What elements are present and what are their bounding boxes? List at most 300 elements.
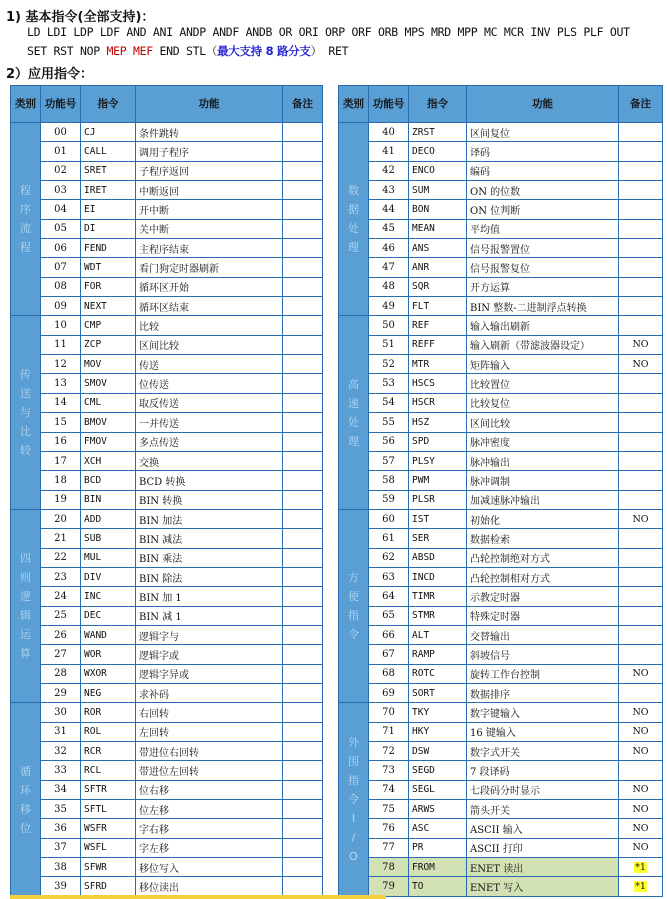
table-row <box>339 858 663 877</box>
table-row <box>339 413 663 432</box>
cell-fn: 交换 <box>136 451 283 470</box>
cell-note <box>283 123 323 142</box>
cell-ins: NEXT <box>81 297 136 316</box>
cell-fn: 关中断 <box>136 219 283 238</box>
cell-num: 58 <box>369 471 409 490</box>
table-row <box>11 181 323 200</box>
cell-note <box>619 200 663 219</box>
cell-ins: DI <box>81 219 136 238</box>
cell-note <box>283 393 323 412</box>
cell-note <box>283 529 323 548</box>
cell-note: NO <box>619 819 663 838</box>
cell-num: 51 <box>369 335 409 354</box>
category-char: 送 <box>20 387 31 401</box>
cell-fn: 平均值 <box>467 219 619 238</box>
highlight-underline <box>10 895 386 899</box>
cell-fn: 位左移 <box>136 800 283 819</box>
note-highlight: *1 <box>635 861 646 873</box>
cell-num: 08 <box>41 277 81 296</box>
cell-note <box>283 548 323 567</box>
cell-ins: ASC <box>409 819 467 838</box>
basic-instructions-line1: LD LDI LDP LDF AND ANI ANDP ANDF ANDB OR ORI ORP ORF ORB MPS MRD MPP MC MCR INV PLS PLF OUT <box>27 25 630 39</box>
cell-ins: TKY <box>409 703 467 722</box>
table-row <box>339 548 663 567</box>
cell-ins: FMOV <box>81 432 136 451</box>
table-row <box>11 297 323 316</box>
cell-fn: 逻辑字或 <box>136 645 283 664</box>
table-row <box>11 587 323 606</box>
cell-note <box>283 142 323 161</box>
cell-ins: SPD <box>409 432 467 451</box>
cell-num: 18 <box>41 471 81 490</box>
cell-fn: 移位写入 <box>136 858 283 877</box>
cell-num: 62 <box>369 548 409 567</box>
cell-note <box>619 490 663 509</box>
cell-num: 75 <box>369 800 409 819</box>
cell-num: 34 <box>41 780 81 799</box>
cell-note: NO <box>619 780 663 799</box>
cell-note <box>619 297 663 316</box>
cell-note <box>283 277 323 296</box>
cell-fn: 条件跳转 <box>136 123 283 142</box>
table-row <box>11 742 323 761</box>
table-row <box>339 374 663 393</box>
header-code: 功能号 <box>41 86 81 123</box>
category-char: 则 <box>20 571 31 585</box>
cell-fn: 矩阵输入 <box>467 355 619 374</box>
category-char: O <box>349 850 358 864</box>
cell-num: 74 <box>369 780 409 799</box>
category-char: 令 <box>348 793 359 807</box>
cell-num: 52 <box>369 355 409 374</box>
cell-note <box>619 567 663 586</box>
cell-ins: BMOV <box>81 413 136 432</box>
category-char: 处 <box>348 415 359 429</box>
table-row <box>339 587 663 606</box>
cell-ins: TO <box>409 877 467 896</box>
cell-note <box>283 200 323 219</box>
cell-ins: WOR <box>81 645 136 664</box>
table-row <box>339 471 663 490</box>
cell-num: 35 <box>41 800 81 819</box>
cell-fn: 区间复位 <box>467 123 619 142</box>
cell-num: 56 <box>369 432 409 451</box>
category-char: 运 <box>20 628 31 642</box>
cell-num: 46 <box>369 239 409 258</box>
table-row <box>11 877 323 896</box>
cell-fn: 旋转工作台控制 <box>467 664 619 683</box>
cell-ins: SEGD <box>409 761 467 780</box>
cell-ins: HKY <box>409 722 467 741</box>
cell-fn: 斜坡信号 <box>467 645 619 664</box>
cell-fn: 七段码分时显示 <box>467 780 619 799</box>
cell-ins: CALL <box>81 142 136 161</box>
cell-ins: SORT <box>409 683 467 702</box>
cell-ins: WSFL <box>81 838 136 857</box>
cell-ins: HSCR <box>409 393 467 412</box>
category-char: 移 <box>20 802 31 816</box>
cell-fn: 脉冲输出 <box>467 451 619 470</box>
cell-ins: ANR <box>409 258 467 277</box>
table-row <box>11 819 323 838</box>
cell-num: 50 <box>369 316 409 335</box>
table-row <box>339 123 663 142</box>
cell-note <box>619 858 663 877</box>
cell-fn: 交替输出 <box>467 625 619 644</box>
cell-ins: NEG <box>81 683 136 702</box>
category-cell <box>339 703 369 896</box>
header-note: 备注 <box>283 86 323 123</box>
cell-num: 73 <box>369 761 409 780</box>
table-row <box>339 683 663 702</box>
header-note: 备注 <box>619 86 663 123</box>
table-row <box>339 277 663 296</box>
table-row <box>11 683 323 702</box>
cell-num: 53 <box>369 374 409 393</box>
cell-fn: BIN 加法 <box>136 509 283 528</box>
cell-fn: ENET 读出 <box>467 858 619 877</box>
category-char: 外 <box>348 736 359 750</box>
section2-title: 2）应用指令： <box>6 67 94 82</box>
cell-ins: HSZ <box>409 413 467 432</box>
table-row <box>11 258 323 277</box>
category-char: 较 <box>20 444 31 458</box>
cell-ins: FROM <box>409 858 467 877</box>
category-char: 据 <box>348 203 359 217</box>
cell-ins: REFF <box>409 335 467 354</box>
cell-num: 66 <box>369 625 409 644</box>
line2-part-c: ） RET <box>310 44 349 58</box>
category-cell <box>339 123 369 316</box>
cell-fn: 字左移 <box>136 838 283 857</box>
category-char: 理 <box>348 434 359 448</box>
cell-num: 67 <box>369 645 409 664</box>
cell-ins: SFTR <box>81 780 136 799</box>
cell-note <box>619 625 663 644</box>
line2-red-part: MEP MEF <box>106 44 153 58</box>
cell-note <box>283 606 323 625</box>
cell-note <box>619 548 663 567</box>
table-row <box>339 838 663 857</box>
cell-ins: ZRST <box>409 123 467 142</box>
cell-fn: 加减速脉冲输出 <box>467 490 619 509</box>
cell-note <box>283 722 323 741</box>
cell-fn: 开中断 <box>136 200 283 219</box>
cell-ins: RCR <box>81 742 136 761</box>
cell-num: 68 <box>369 664 409 683</box>
cell-note <box>283 432 323 451</box>
cell-num: 24 <box>41 587 81 606</box>
cell-fn: 位右移 <box>136 780 283 799</box>
cell-ins: ADD <box>81 509 136 528</box>
cell-fn: 位传送 <box>136 374 283 393</box>
cell-ins: PLSY <box>409 451 467 470</box>
cell-fn: BIN 减法 <box>136 529 283 548</box>
table-row <box>339 239 663 258</box>
cell-num: 76 <box>369 819 409 838</box>
table-row <box>339 393 663 412</box>
cell-fn: 开方运算 <box>467 277 619 296</box>
category-char: 围 <box>348 755 359 769</box>
cell-fn: 调用子程序 <box>136 142 283 161</box>
cell-note <box>619 219 663 238</box>
table-row <box>11 490 323 509</box>
cell-num: 17 <box>41 451 81 470</box>
cell-fn: 子程序返回 <box>136 161 283 180</box>
cell-ins: INC <box>81 587 136 606</box>
category-char: 流 <box>20 222 31 236</box>
category-char: 数 <box>348 184 359 198</box>
note-highlight: *1 <box>635 881 646 893</box>
table-row <box>11 606 323 625</box>
cell-ins: PLSR <box>409 490 467 509</box>
category-cell <box>339 316 369 509</box>
table-row <box>339 819 663 838</box>
cell-num: 11 <box>41 335 81 354</box>
cell-num: 15 <box>41 413 81 432</box>
category-cell <box>11 509 41 702</box>
cell-ins: WSFR <box>81 819 136 838</box>
cell-ins: HSCS <box>409 374 467 393</box>
cell-fn: 区间比较 <box>467 413 619 432</box>
table-row <box>339 258 663 277</box>
instruction-table-right <box>338 85 663 897</box>
header-category: 类别 <box>339 86 369 123</box>
table-row <box>339 606 663 625</box>
cell-fn: BIN 除法 <box>136 567 283 586</box>
cell-fn: 取反传送 <box>136 393 283 412</box>
header-category: 类别 <box>11 86 41 123</box>
cell-note <box>283 838 323 857</box>
cell-ins: ROL <box>81 722 136 741</box>
table-row <box>339 142 663 161</box>
cell-fn: ON 位判断 <box>467 200 619 219</box>
cell-fn: BIN 整数-二进制浮点转换 <box>467 297 619 316</box>
table-row <box>339 490 663 509</box>
table-row <box>11 219 323 238</box>
cell-ins: FLT <box>409 297 467 316</box>
cell-num: 64 <box>369 587 409 606</box>
cell-ins: RAMP <box>409 645 467 664</box>
cell-ins: SMOV <box>81 374 136 393</box>
cell-ins: ROTC <box>409 664 467 683</box>
cell-note <box>283 161 323 180</box>
cell-note <box>283 490 323 509</box>
cell-num: 23 <box>41 567 81 586</box>
table-row <box>339 509 663 528</box>
table-row <box>11 645 323 664</box>
cell-num: 22 <box>41 548 81 567</box>
cell-note <box>619 277 663 296</box>
table-row <box>339 722 663 741</box>
header-instr: 指令 <box>409 86 467 123</box>
table-row <box>11 800 323 819</box>
table-row <box>11 432 323 451</box>
cell-num: 63 <box>369 567 409 586</box>
cell-num: 33 <box>41 761 81 780</box>
cell-ins: SQR <box>409 277 467 296</box>
cell-fn: ON 的位数 <box>467 181 619 200</box>
cell-num: 30 <box>41 703 81 722</box>
cell-note <box>619 316 663 335</box>
cell-num: 27 <box>41 645 81 664</box>
cell-note <box>283 181 323 200</box>
cell-num: 72 <box>369 742 409 761</box>
cell-ins: SFRD <box>81 877 136 896</box>
cell-ins: FEND <box>81 239 136 258</box>
cell-note <box>283 858 323 877</box>
cell-ins: BIN <box>81 490 136 509</box>
cell-note <box>619 683 663 702</box>
cell-fn: 信号报警复位 <box>467 258 619 277</box>
table-row <box>339 800 663 819</box>
cell-note <box>619 877 663 896</box>
cell-ins: MOV <box>81 355 136 374</box>
cell-num: 59 <box>369 490 409 509</box>
cell-fn: 信号报警置位 <box>467 239 619 258</box>
cell-fn: 16 键输入 <box>467 722 619 741</box>
table-row <box>11 703 323 722</box>
category-cell <box>11 703 41 896</box>
cell-fn: 凸轮控制绝对方式 <box>467 548 619 567</box>
cell-ins: WXOR <box>81 664 136 683</box>
cell-fn: 数据检索 <box>467 529 619 548</box>
cell-num: 65 <box>369 606 409 625</box>
cell-note <box>283 800 323 819</box>
category-char: 辑 <box>20 609 31 623</box>
cell-num: 16 <box>41 432 81 451</box>
category-char: 程 <box>20 241 31 255</box>
table-row <box>11 722 323 741</box>
cell-ins: BCD <box>81 471 136 490</box>
cell-ins: TIMR <box>409 587 467 606</box>
cell-num: 40 <box>369 123 409 142</box>
cell-fn: BCD 转换 <box>136 471 283 490</box>
cell-ins: DIV <box>81 567 136 586</box>
cell-note <box>283 742 323 761</box>
table-row <box>11 142 323 161</box>
cell-note <box>283 219 323 238</box>
cell-fn: 逻辑字异或 <box>136 664 283 683</box>
cell-num: 09 <box>41 297 81 316</box>
cell-num: 42 <box>369 161 409 180</box>
cell-ins: SRET <box>81 161 136 180</box>
cell-note: NO <box>619 800 663 819</box>
cell-ins: MTR <box>409 355 467 374</box>
category-char: 与 <box>20 406 31 420</box>
category-char: 高 <box>348 377 359 391</box>
cell-num: 44 <box>369 200 409 219</box>
cell-fn: 右回转 <box>136 703 283 722</box>
cell-ins: MUL <box>81 548 136 567</box>
category-char: 令 <box>348 628 359 642</box>
line2-part-a: SET RST NOP <box>27 44 107 58</box>
cell-fn: 循环区结束 <box>136 297 283 316</box>
cell-ins: FOR <box>81 277 136 296</box>
cell-note: NO <box>619 722 663 741</box>
category-char: 指 <box>348 609 359 623</box>
cell-num: 10 <box>41 316 81 335</box>
cell-fn: 输入刷新（带滤波器设定） <box>467 335 619 354</box>
cell-note <box>283 335 323 354</box>
cell-fn: 区间比较 <box>136 335 283 354</box>
cell-ins: SFWR <box>81 858 136 877</box>
cell-num: 36 <box>41 819 81 838</box>
cell-num: 01 <box>41 142 81 161</box>
table-row <box>339 297 663 316</box>
cell-num: 70 <box>369 703 409 722</box>
cell-note <box>619 239 663 258</box>
cell-num: 31 <box>41 722 81 741</box>
table-row <box>11 858 323 877</box>
cell-fn: BIN 减 1 <box>136 606 283 625</box>
cell-note <box>283 316 323 335</box>
cell-fn: 左回转 <box>136 722 283 741</box>
cell-note <box>283 239 323 258</box>
cell-note <box>619 645 663 664</box>
cell-fn: 脉冲调制 <box>467 471 619 490</box>
table-row <box>11 471 323 490</box>
cell-note <box>283 413 323 432</box>
table-row <box>339 761 663 780</box>
cell-num: 19 <box>41 490 81 509</box>
table-row <box>11 780 323 799</box>
cell-num: 14 <box>41 393 81 412</box>
table-row <box>339 200 663 219</box>
category-char: 逻 <box>20 590 31 604</box>
table-row <box>339 703 663 722</box>
cell-note <box>283 761 323 780</box>
cell-ins: SFTL <box>81 800 136 819</box>
table-row <box>11 548 323 567</box>
cell-fn: 数字键输入 <box>467 703 619 722</box>
cell-fn: BIN 乘法 <box>136 548 283 567</box>
category-char: 理 <box>348 241 359 255</box>
cell-note: NO <box>619 703 663 722</box>
cell-num: 69 <box>369 683 409 702</box>
cell-num: 55 <box>369 413 409 432</box>
cell-fn: 一并传送 <box>136 413 283 432</box>
cell-note <box>619 529 663 548</box>
table-row <box>11 355 323 374</box>
cell-ins: INCD <box>409 567 467 586</box>
cell-fn: BIN 转换 <box>136 490 283 509</box>
cell-note <box>619 393 663 412</box>
cell-ins: ALT <box>409 625 467 644</box>
category-char: 位 <box>20 821 31 835</box>
cell-ins: ARWS <box>409 800 467 819</box>
cell-num: 29 <box>41 683 81 702</box>
cell-fn: 比较复位 <box>467 393 619 412</box>
category-char: / <box>351 831 356 845</box>
cell-ins: CMP <box>81 316 136 335</box>
cell-note <box>619 413 663 432</box>
table-row <box>339 161 663 180</box>
cell-note: NO <box>619 509 663 528</box>
cell-ins: SER <box>409 529 467 548</box>
category-char: 处 <box>348 222 359 236</box>
table-row <box>11 374 323 393</box>
cell-num: 32 <box>41 742 81 761</box>
cell-num: 45 <box>369 219 409 238</box>
category-char: I <box>351 812 356 826</box>
cell-num: 21 <box>41 529 81 548</box>
cell-ins: EI <box>81 200 136 219</box>
table-row <box>11 413 323 432</box>
cell-num: 03 <box>41 181 81 200</box>
cell-num: 06 <box>41 239 81 258</box>
header-func: 功能 <box>467 86 619 123</box>
